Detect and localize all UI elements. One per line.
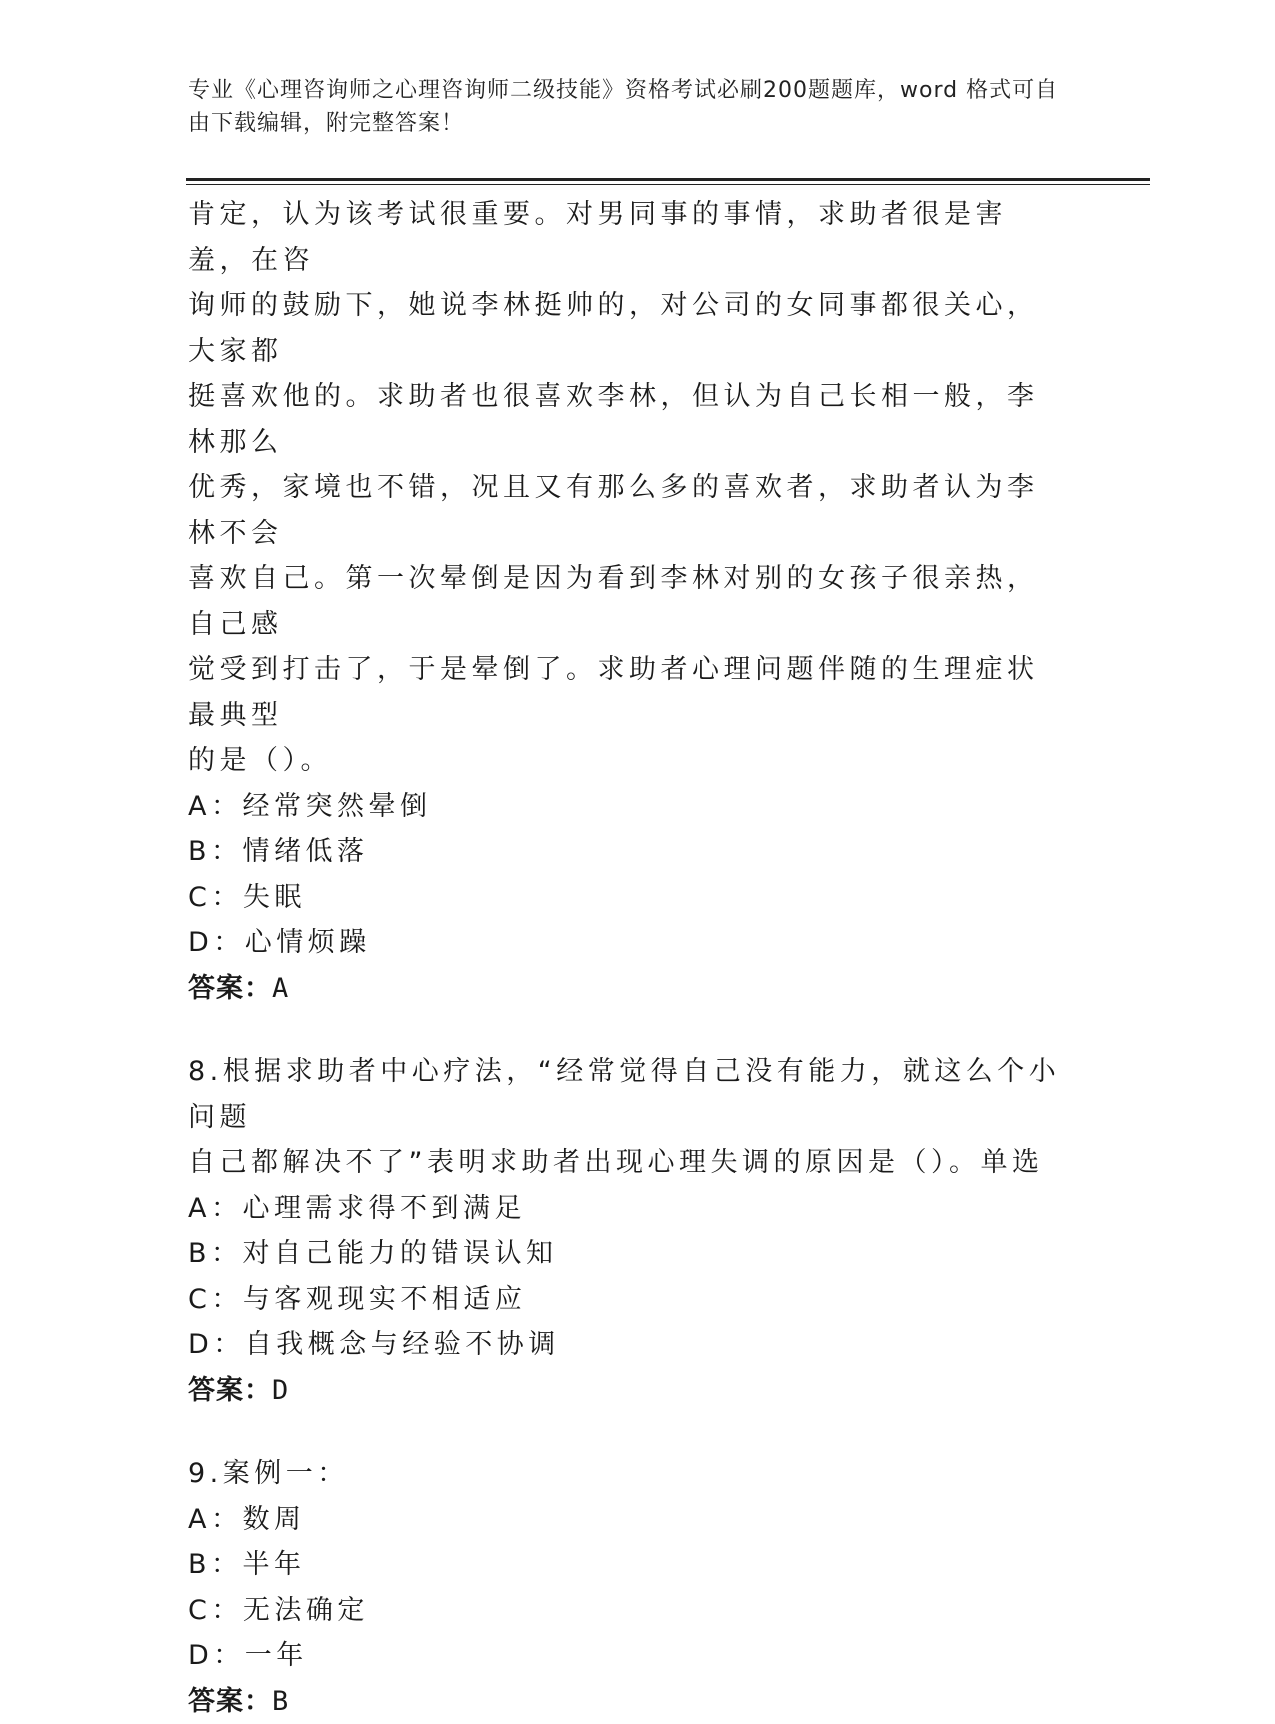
option-d: D：心情烦躁: [188, 920, 1068, 966]
stem-line: 的是（）。: [188, 738, 1068, 784]
header-title: 专业《心理咨询师之心理咨询师二级技能》资格考试必刷200题题库，word 格式可自由下载编辑，附完整答案！: [188, 78, 1058, 136]
stem-line: 询师的鼓励下，她说李林挺帅的，对公司的女同事都很关心，大家都: [188, 283, 1068, 374]
option-c: C：无法确定: [188, 1588, 1068, 1634]
option-c: C：失眠: [188, 875, 1068, 921]
answer-label: 答案：: [188, 1686, 272, 1717]
stem-line: 9.案例一：: [188, 1451, 1068, 1497]
option-list: [188, 1186, 1068, 1368]
answer-label: 答案：: [188, 1375, 272, 1406]
stem-line: 觉受到打击了，于是晕倒了。求助者心理问题伴随的生理症状最典型: [188, 647, 1068, 738]
answer-line: [188, 1368, 1068, 1414]
option-d: D：一年: [188, 1633, 1068, 1679]
answer-label: 答案：: [188, 973, 272, 1004]
stem-line: 喜欢自己。第一次晕倒是因为看到李林对别的女孩子很亲热，自己感: [188, 556, 1068, 647]
answer-line: [188, 966, 1068, 1012]
document-body: [188, 192, 1068, 1724]
stem-line: 挺喜欢他的。求助者也很喜欢李林，但认为自己长相一般，李林那么: [188, 374, 1068, 465]
option-a: A：经常突然晕倒: [188, 784, 1068, 830]
option-list: [188, 1497, 1068, 1679]
stem-line: 8.根据求助者中心疗法，“经常觉得自己没有能力，就这么个小问题: [188, 1049, 1068, 1140]
option-a: A：数周: [188, 1497, 1068, 1543]
option-b: B：对自己能力的错误认知: [188, 1231, 1068, 1277]
header-divider-thick: [186, 178, 1150, 181]
option-b: B：情绪低落: [188, 829, 1068, 875]
page-header: [188, 74, 1068, 140]
answer-value: D: [272, 1375, 289, 1406]
question-9: [188, 1451, 1068, 1724]
option-d: D：自我概念与经验不协调: [188, 1322, 1068, 1368]
stem-line: 自己都解决不了”表明求助者出现心理失调的原因是（）。单选: [188, 1140, 1068, 1186]
question-stem: [188, 192, 1068, 784]
question-stem: [188, 1451, 1068, 1497]
stem-line: 优秀，家境也不错，况且又有那么多的喜欢者，求助者认为李林不会: [188, 465, 1068, 556]
option-list: [188, 784, 1068, 966]
answer-line: [188, 1679, 1068, 1724]
option-b: B：半年: [188, 1542, 1068, 1588]
question-8: [188, 1049, 1068, 1413]
answer-value: B: [272, 1686, 289, 1717]
header-divider-thin: [186, 184, 1150, 185]
stem-line: 肯定，认为该考试很重要。对男同事的事情，求助者很是害羞，在咨: [188, 192, 1068, 283]
question-stem: [188, 1049, 1068, 1186]
option-c: C：与客观现实不相适应: [188, 1277, 1068, 1323]
question-7: [188, 192, 1068, 1011]
option-a: A：心理需求得不到满足: [188, 1186, 1068, 1232]
answer-value: A: [272, 973, 289, 1004]
